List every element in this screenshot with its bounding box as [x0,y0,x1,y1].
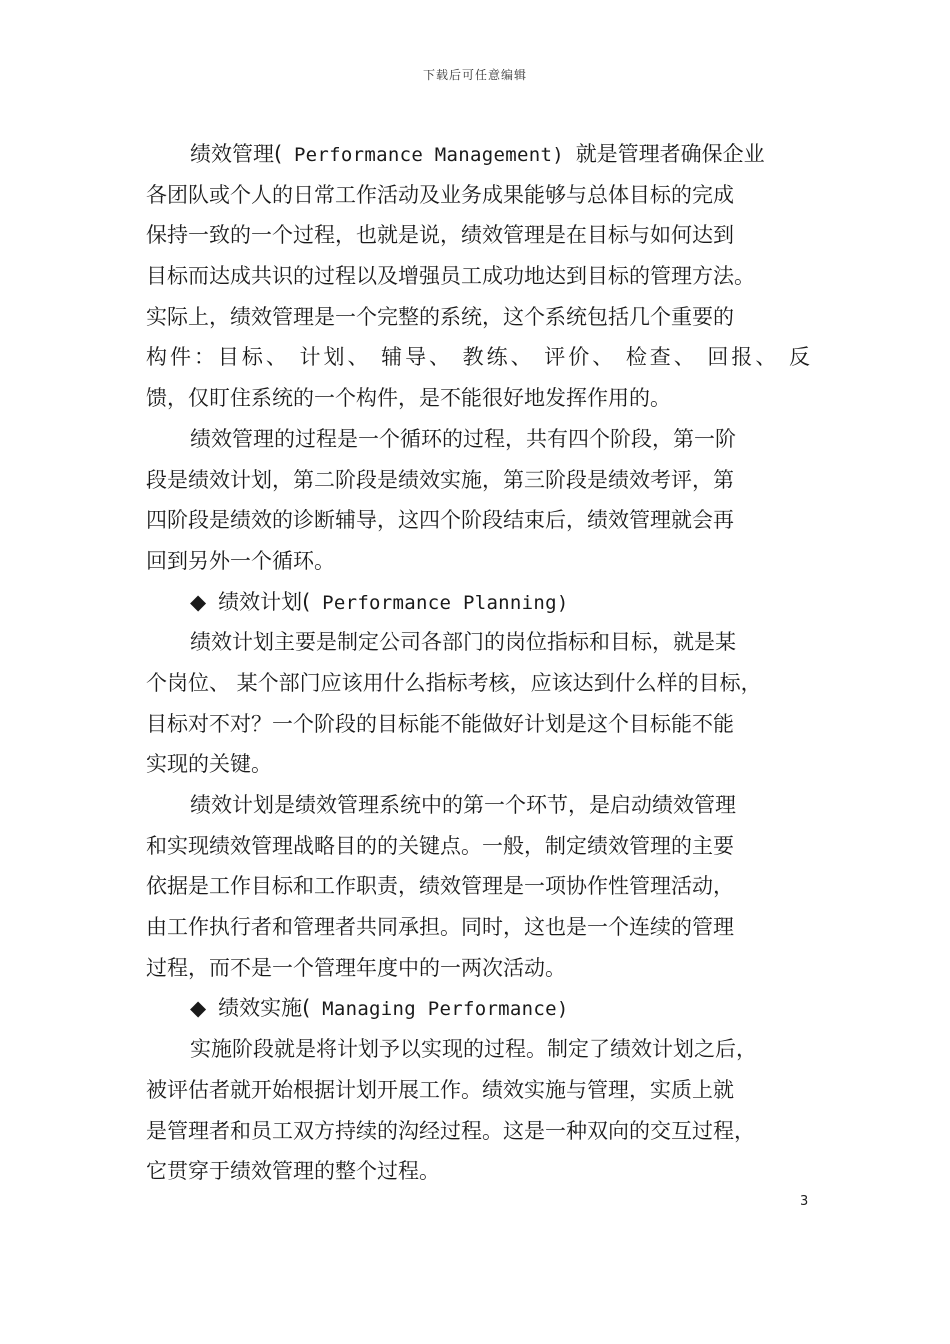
english-term: Performance Planning) [310,591,569,614]
page-header: 下载后可任意编辑 [422,68,527,82]
page-number: 3 [800,1194,809,1209]
section-heading-managing-performance [146,988,810,1029]
text-line: 和实现绩效管理战略目的的关键点。一般，制定绩效管理的主要 [146,833,734,858]
text-span: 就是管理者确保企业 [575,142,765,166]
text-line: 个岗位、 某个部门应该用什么指标考核，应该达到什么样的目标， [146,670,762,695]
text-line: 实际上，绩效管理是一个完整的系统，这个系统包括几个重要的 [146,304,734,329]
text-line: 是管理者和员工双方持续的沟经过程。这是一种双向的交互过程， [146,1118,755,1143]
text-line [146,134,810,175]
paragraph-planning-content [146,622,810,785]
text-line: 构件：目标、 计划、 辅导、 教练、 评价、 检查、 回报、 反 [146,345,810,370]
text-line: 各团队或个人的日常工作活动及业务成果能够与总体目标的完成 [146,182,734,207]
text-line: 实施阶段就是将计划予以实现的过程。制定了绩效计划之后， [190,1037,757,1062]
diamond-bullet-icon: ◆ [190,996,207,1021]
heading-text: 绩效计划( [218,589,311,614]
paragraph-process-cycle [146,419,810,582]
text-line: 绩效计划主要是制定公司各部门的岗位指标和目标，就是某 [190,630,736,655]
english-term: Performance Management) [282,144,576,166]
text-line: 被评估者就开始根据计划开展工作。绩效实施与管理，实质上就 [146,1077,734,1102]
section-heading-performance-planning [146,582,810,623]
text-line: 绩效计划是绩效管理系统中的第一个环节，是启动绩效管理 [190,793,736,817]
english-term: Managing Performance) [310,998,569,1021]
text-line: 实现的关键。 [146,752,272,777]
text-line: 目标而达成共识的过程以及增强员工成功地达到目标的管理方法。 [146,264,755,289]
text-line: 段是绩效计划，第二阶段是绩效实施，第三阶段是绩效考评，第 [146,467,734,492]
text-line: 绩效管理的过程是一个循环的过程，共有四个阶段，第一阶 [190,426,736,451]
text-line: 目标对不对？一个阶段的目标能不能做好计划是这个目标能不能 [146,711,734,736]
text-line: 保持一致的一个过程，也就是说，绩效管理是在目标与如何达到 [146,223,734,248]
text-line: 馈，仅盯住系统的一个构件，是不能很好地发挥作用的。 [146,386,671,411]
text-line: 依据是工作目标和工作职责，绩效管理是一项协作性管理活动， [146,874,734,899]
diamond-bullet-icon: ◆ [190,589,207,614]
text-line: 由工作执行者和管理者共同承担。同时，这也是一个连续的管理 [146,915,734,940]
paragraph-implementation [146,1029,810,1192]
text-line: 它贯穿于绩效管理的整个过程。 [146,1159,440,1184]
paragraph-performance-management-definition [146,134,810,419]
text-line: 过程，而不是一个管理年度中的一两次活动。 [146,955,566,980]
paragraph-planning-role [146,785,810,988]
text-span: 绩效管理( [190,142,283,166]
heading-text: 绩效实施( [218,996,311,1021]
document-body [146,134,810,1192]
text-line: 四阶段是绩效的诊断辅导，这四个阶段结束后，绩效管理就会再 [146,508,734,533]
text-line: 回到另外一个循环。 [146,548,335,573]
